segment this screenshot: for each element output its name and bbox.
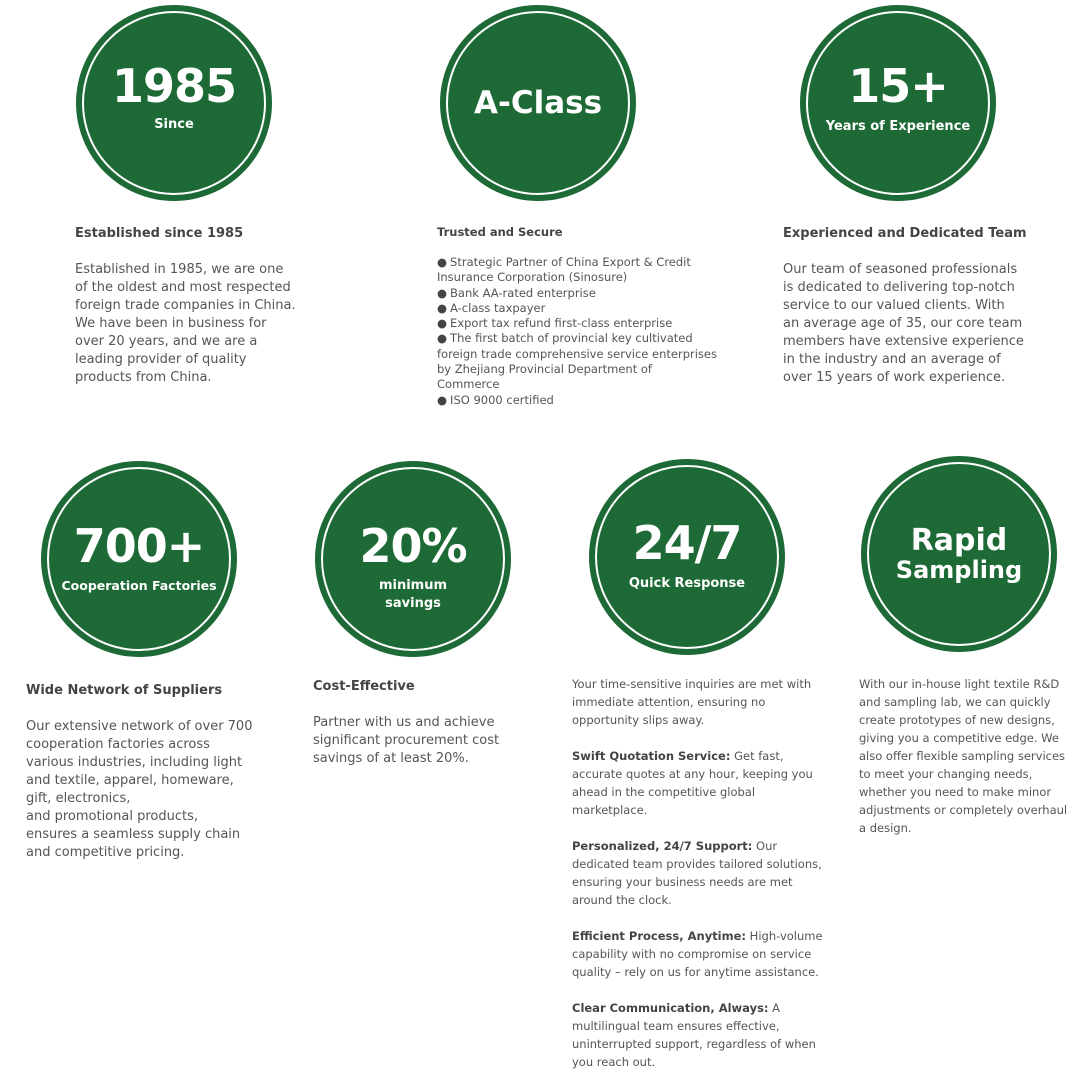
badge-caption: Cooperation Factories: [61, 578, 217, 593]
response-item: [572, 747, 828, 819]
response-item-label: Personalized, 24/7 Support:: [572, 839, 753, 853]
team-title: Experienced and Dedicated Team: [783, 226, 1027, 241]
badge-factories: [41, 461, 237, 657]
list-item: ● ISO 9000 certified: [437, 393, 717, 408]
response-item-text: A multilingual team ensures effective, uninterrupted support, regardless of when you reach out.: [572, 1001, 816, 1069]
badge-caption: Years of Experience: [825, 119, 971, 134]
badge-caption: Since: [154, 117, 194, 132]
suppliers-title: Wide Network of Suppliers: [26, 683, 223, 698]
response-item-text: Our dedicated team provides tailored solutions, ensuring your business needs are met around the clock.: [572, 839, 822, 907]
response-item: [572, 927, 828, 981]
cost-title: Cost-Effective: [313, 679, 415, 694]
badge-caption: minimum: [378, 578, 448, 593]
response-item: [572, 999, 828, 1071]
badge-sampling: [861, 456, 1057, 652]
suppliers-text: Our extensive network of over 700 cooperation factories across various industries, including light and textile, apparel, homeware, gift, electronics, and promotional products, ensures a seamless supply chain and competitive pricing.: [26, 719, 253, 860]
badge-value: Rapid: [910, 523, 1008, 558]
trusted-title: Trusted and Secure: [437, 225, 563, 239]
badge-caption: savings: [385, 596, 441, 611]
established-title: Established since 1985: [75, 226, 244, 241]
badge-aclass: [440, 5, 636, 201]
badge-caption: Quick Response: [628, 576, 746, 591]
list-item: ● Bank AA-rated enterprise: [437, 286, 717, 301]
badge-experience: [800, 5, 996, 201]
badge-since: [76, 5, 272, 201]
response-item: [572, 837, 828, 909]
badge-value: 1985: [111, 59, 237, 113]
response-item-label: Swift Quotation Service:: [572, 749, 731, 763]
list-item: ● Export tax refund first-class enterprise: [437, 316, 717, 331]
established-text: Established in 1985, we are one of the oldest and most respected foreign trade companies in China. We have been in business for over 20 years, and we are a leading provider of quality products from China.: [75, 262, 296, 385]
badge-value: 24/7: [632, 516, 742, 570]
team-text: Our team of seasoned professionals is dedicated to delivering top-notch service to our valued clients. With an average age of 35, our core team members have extensive experience in the industry and an average of over 15 years of work experience.: [783, 262, 1024, 385]
badge-value: 700+: [73, 519, 205, 573]
badge-value: 15+: [848, 59, 948, 113]
response-item-text: Get fast, accurate quotes at any hour, keeping you ahead in the competitive global marketplace.: [572, 749, 813, 817]
cost-text: Partner with us and achieve significant procurement cost savings of at least 20%.: [313, 715, 500, 766]
list-item: ● A-class taxpayer: [437, 301, 717, 316]
response-item-label: Clear Communication, Always:: [572, 1001, 769, 1015]
trusted-list: [437, 255, 717, 408]
badge-response: [589, 459, 785, 655]
list-item: ● Strategic Partner of China Export & Credit Insurance Corporation (Sinosure): [437, 255, 717, 286]
badge-value: A-Class: [473, 85, 603, 121]
badge-value: 20%: [359, 519, 467, 573]
sampling-text: With our in-house light textile R&D and sampling lab, we can quickly create prototypes of new designs, giving you a competitive edge. We also offer flexible sampling services to meet your changing needs, whether you need to make minor adjustments or completely overhaul a design.: [859, 677, 1068, 835]
response-text: [572, 675, 828, 1089]
badge-savings: [315, 461, 511, 657]
badge-value: Sampling: [895, 556, 1023, 584]
response-item-label: Efficient Process, Anytime:: [572, 929, 747, 943]
response-intro: Your time-sensitive inquiries are met with immediate attention, ensuring no opportunity slips away.: [572, 677, 812, 727]
response-item-text: High-volume capability with no compromise on service quality – rely on us for anytime assistance.: [572, 929, 823, 979]
list-item: ● The first batch of provincial key cultivated foreign trade comprehensive service enterprises by Zhejiang Provincial Department of Commerce: [437, 331, 717, 392]
